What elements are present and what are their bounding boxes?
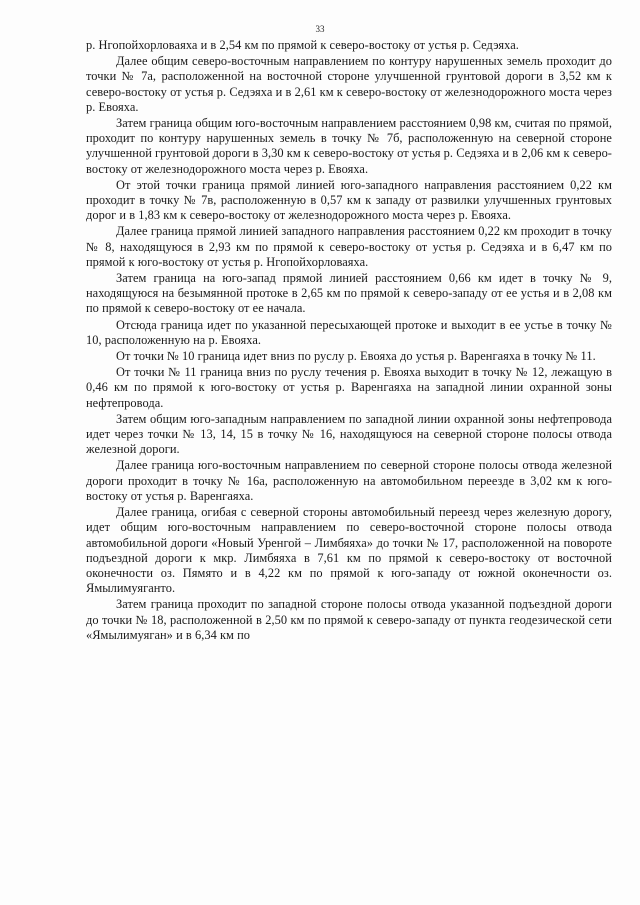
paragraph: От этой точки граница прямой линией юго-западного направления расстоянием 0,22 км проходит в точку № 7в, расположенную в 0,57 км к западу от развилки улучшенных грунтовых дорог и в 1,83 км к северо-востоку от железнодорожного моста через р. Евояха. <box>86 177 612 223</box>
paragraph: Затем граница проходит по западной стороне полосы отвода указанной подъездной дороги до точки № 18, расположенной в 2,50 км по прямой к северо-западу от пункта геодезической сети «Ямылимуяган» и в 6,34 км по <box>86 597 612 642</box>
document-body <box>86 38 612 643</box>
paragraph: Далее граница, огибая с северной стороны автомобильный переезд через железную дорогу, идет общим юго-восточным направлением по северо-восточной стороне полосы отвода автомобильной дороги «Новый Уренгой – Лимбяяха» до точки № 17, расположенной на повороте подъездной дороги к мкр. Лимбяяха в 7,61 км по прямой к северо-востоку от восточной оконечности оз. Пямято и в 4,22 км по прямой к юго-западу от южной оконечности оз. Ямылимуяганто. <box>86 505 612 596</box>
paragraph: Затем общим юго-западным направлением по западной линии охранной зоны нефтепровода идет через точки № 13, 14, 15 в точку № 16, находящуюся на северной стороне полосы отвода железной дороги. <box>86 411 612 457</box>
paragraph: Далее общим северо-восточным направлением по контуру нарушенных земель проходит до точки № 7а, расположенной на восточной стороне улучшенной грунтовой дороги в 3,52 км к северо-востоку от устья р. Седэяха и в 2,61 км к северо-востоку от железнодорожного моста через р. Евояха. <box>86 54 612 114</box>
paragraph: От точки № 11 граница вниз по руслу течения р. Евояха выходит в точку № 12, лежащую в 0,46 км по прямой к юго-востоку от устья р. Варенгаяха на западной линии охранной зоны нефтепровода. <box>86 365 612 410</box>
paragraph: Отсюда граница идет по указанной пересыхающей протоке и выходит в ее устье в точку № 10, расположенную на р. Евояха. <box>86 317 612 347</box>
paragraph: р. Нгопойхорловаяха и в 2,54 км по прямой к северо-востоку от устья р. Седэяха. <box>86 38 519 52</box>
paragraph: Затем граница общим юго-восточным направлением расстоянием 0,98 км, считая по прямой, проходит по контуру нарушенных земель в точку № 7б, расположенную на северной стороне улучшенной грунтовой дороги в 3,30 км к северо-востоку от устья р. Седэяха и в 2,06 км к северо-востоку от железнодорожного моста через р. Евояха. <box>86 116 612 176</box>
paragraph: От точки № 10 граница идет вниз по руслу р. Евояха до устья р. Варенгаяха в точку № 11. <box>116 349 596 364</box>
paragraph: Затем граница на юго-запад прямой линией расстоянием 0,66 км идет в точку № 9, находящуюся на безымянной протоке в 2,65 км по прямой к северо-западу от ее устья и в 2,08 км по прямой к северо-востоку от ее начала. <box>86 271 612 316</box>
paragraph: Далее граница прямой линией западного направления расстоянием 0,22 км проходит в точку № 8, находящуюся в 2,93 км по прямой к северо-востоку от устья р. Седэяха и в 6,47 км по прямой к юго-востоку от устья р. Нгопойхорловаяха. <box>86 224 612 269</box>
page-number: 33 <box>315 24 325 34</box>
paragraph: Далее граница юго-восточным направлением по северной стороне полосы отвода железной дороги проходит в точку № 16а, расположенную на автомобильном переезде в 3,02 км к юго-востоку от устья р. Варенгаяха. <box>86 458 612 503</box>
